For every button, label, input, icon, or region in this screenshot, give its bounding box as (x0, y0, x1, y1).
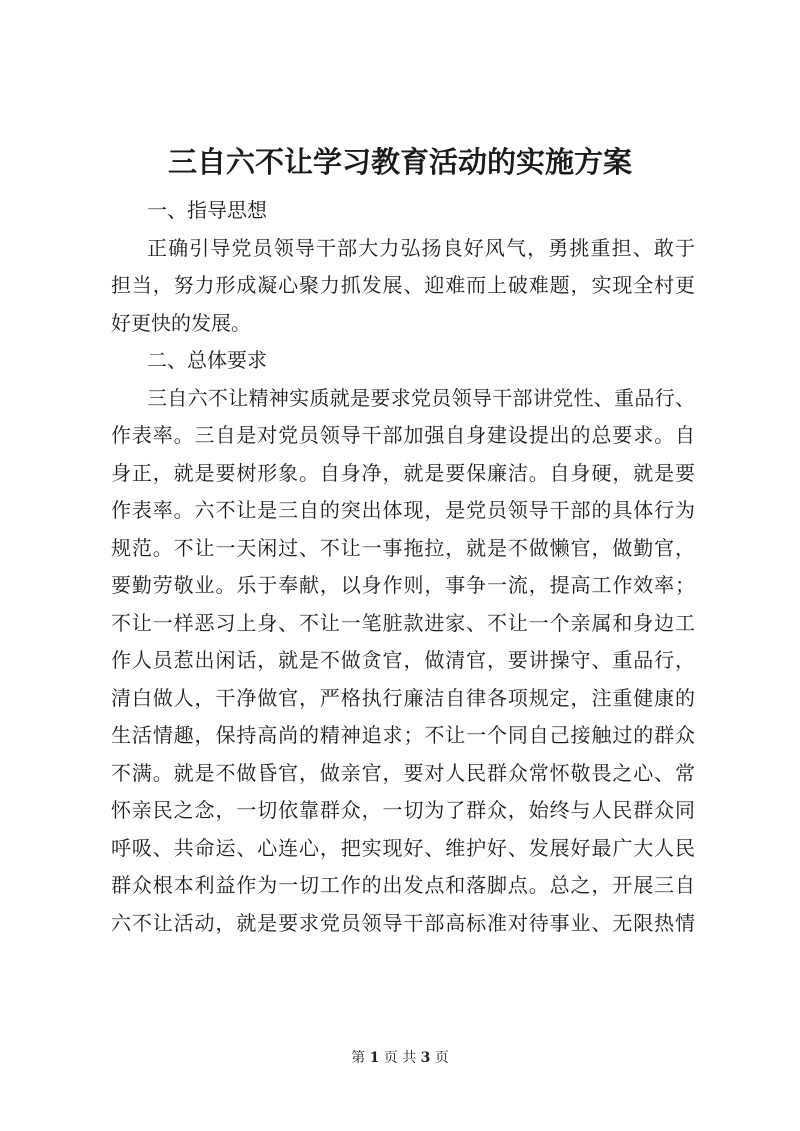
total-page-number: 3 (420, 1050, 431, 1066)
paragraph-line: 要勤劳敬业。乐于奉献，以身作则，事争一流，提高工作效率； (111, 573, 695, 597)
section-heading: 二、总体要求 (147, 348, 267, 372)
page-number-suffix: 页 (434, 1050, 449, 1066)
paragraph-line: 不满。就是不做昏官，做亲官，要对人民群众常怀敬畏之心、常 (111, 760, 695, 785)
paragraph-line: 规范。不让一天闲过、不让一事拖拉，就是不做懒官，做勤官， (111, 535, 695, 560)
paragraph-line: 担当，努力形成凝心聚力抓发展、迎难而上破难题，实现全村更 (111, 273, 695, 297)
page-footer (0, 1048, 800, 1068)
document-body (111, 192, 695, 942)
section-heading: 一、指导思想 (147, 198, 267, 222)
paragraph-line: 生活情趣，保持高尚的精神追求；不让一个同自己接触过的群众 (111, 723, 695, 747)
paragraph-line: 好更快的发展。 (111, 310, 251, 335)
paragraph-line: 呼吸、共命运、心连心，把实现好、维护好、发展好最广大人民 (111, 835, 695, 860)
paragraph-line: 正确引导党员领导干部大力弘扬良好风气，勇挑重担、敢于 (147, 235, 695, 260)
paragraph-line: 身正，就是要树形象。自身净，就是要保廉洁。自身硬，就是要 (111, 460, 695, 485)
paragraph-line: 群众根本利益作为一切工作的出发点和落脚点。总之，开展三自 (111, 873, 695, 897)
page-number-prefix: 第 (351, 1050, 366, 1066)
page-title: 三自六不让学习教育活动的实施方案 (167, 145, 632, 179)
paragraph-line: 作人员惹出闲话，就是不做贪官，做清官，要讲操守、重品行， (111, 648, 695, 672)
current-page-number: 1 (369, 1050, 380, 1066)
paragraph-line: 作表率。六不让是三自的突出体现，是党员领导干部的具体行为 (111, 498, 695, 522)
paragraph-line: 三自六不让精神实质就是要求党员领导干部讲党性、重品行、 (147, 385, 695, 410)
paragraph-line: 怀亲民之念，一切依靠群众，一切为了群众，始终与人民群众同 (111, 798, 695, 822)
paragraph-line: 六不让活动，就是要求党员领导干部高标准对待事业、无限热情 (111, 910, 695, 935)
paragraph-line: 不让一样恶习上身、不让一笔脏款进家、不让一个亲属和身边工 (111, 610, 695, 635)
paragraph-line: 作表率。三自是对党员领导干部加强自身建设提出的总要求。自 (111, 423, 695, 447)
paragraph-line: 清白做人，干净做官，严格执行廉洁自律各项规定，注重健康的 (111, 685, 695, 710)
page-number-separator: 页 共 (383, 1050, 417, 1066)
